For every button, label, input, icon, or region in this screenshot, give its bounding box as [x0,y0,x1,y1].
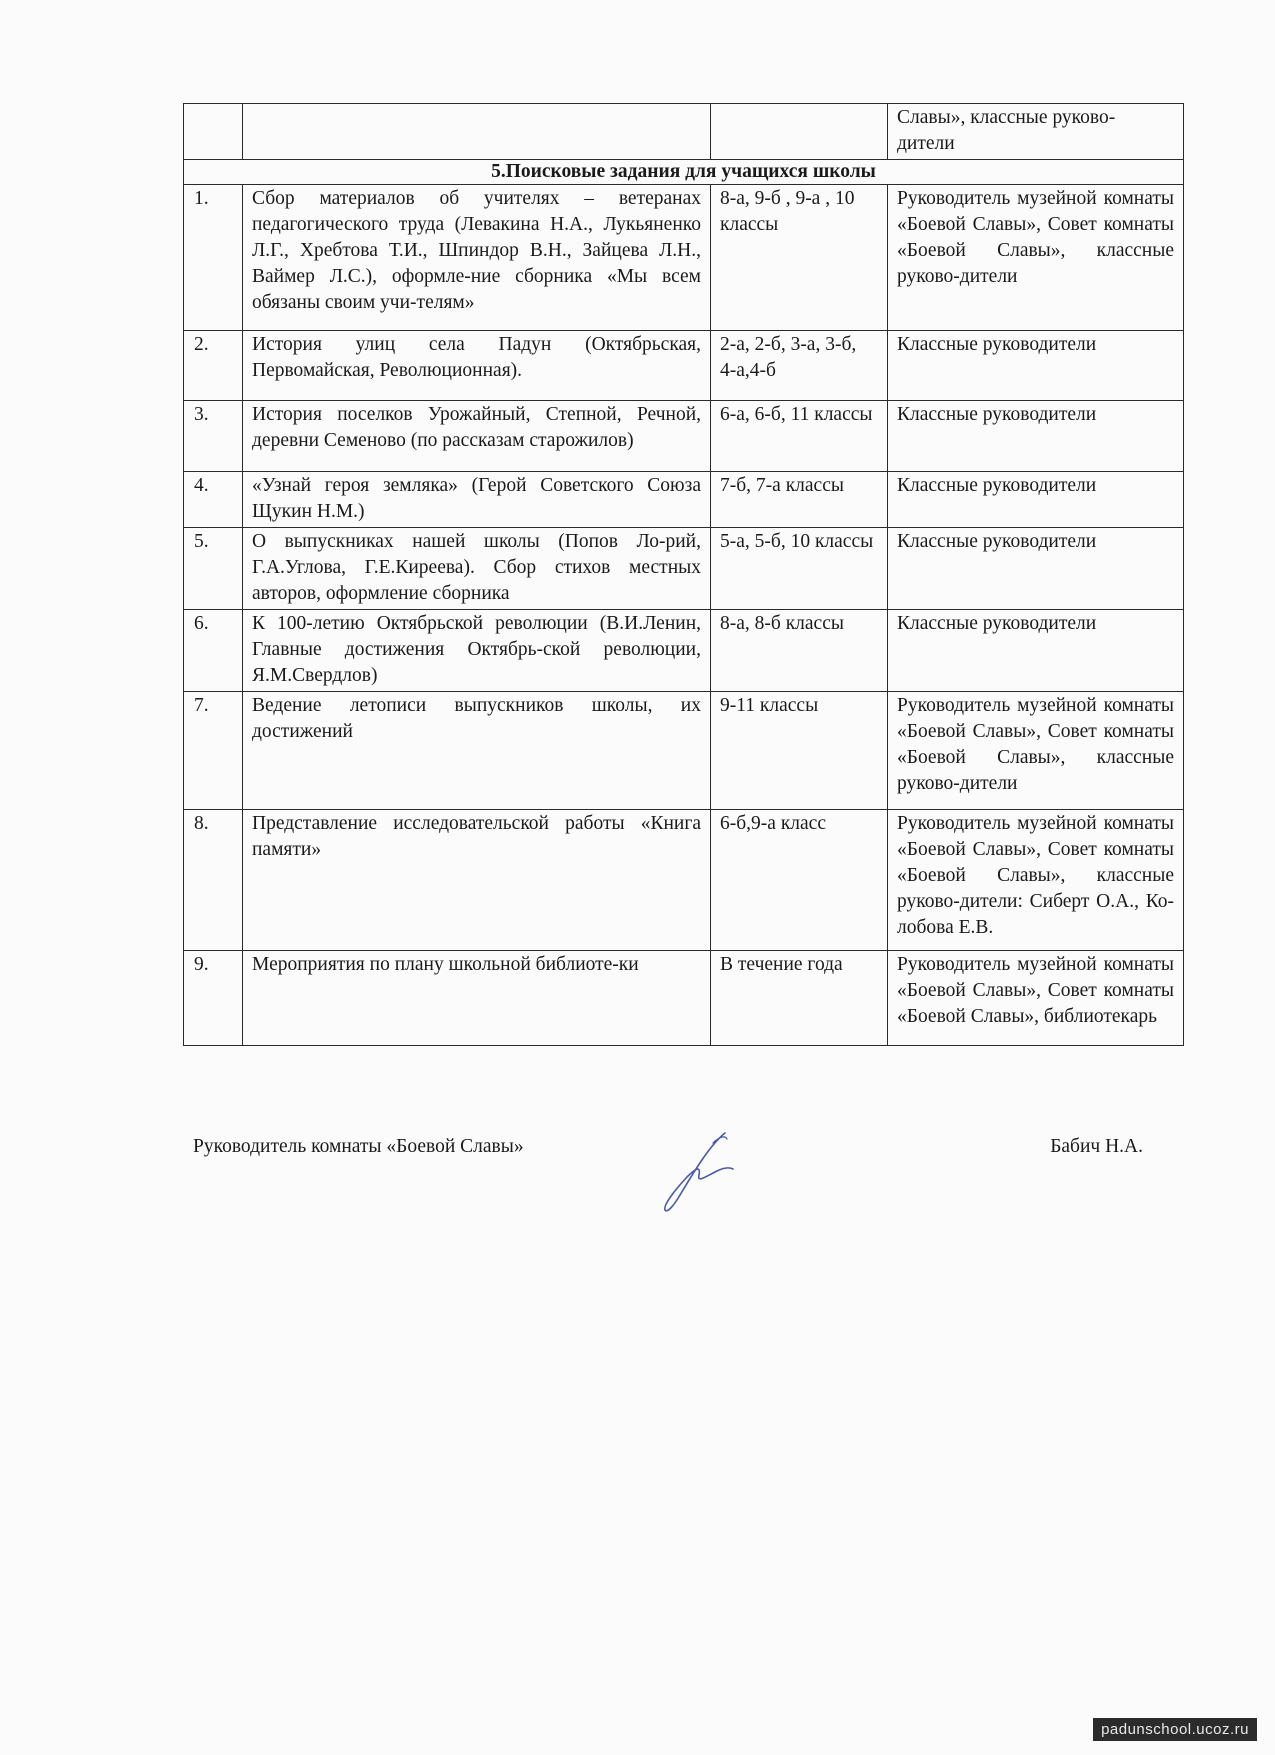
signer-role: Руководитель комнаты «Боевой Славы» [193,1136,524,1157]
row-content: О выпускниках нашей школы (Попов Ло-рий, Г.А.Углова, Г.Е.Киреева). Сбор стихов местных авторов, оформление сборника [243,528,711,610]
row-participants [711,104,888,160]
section-title: 5.Поисковые задания для учащихся школы [184,160,1184,185]
table-row [184,610,1184,692]
row-responsible: Руководитель музейной комнаты «Боевой Славы», Совет комнаты «Боевой Славы», классные руково-дители: Сиберт О.А., Ко-лобова Е.В. [888,810,1184,951]
row-number: 4. [184,472,243,528]
row-participants: 7-б, 7-а классы [711,472,888,528]
row-number: 1. [184,185,243,331]
row-participants: 8-а, 8-б классы [711,610,888,692]
row-number: 7. [184,692,243,810]
row-responsible: Руководитель музейной комнаты «Боевой Славы», Совет комнаты «Боевой Славы», библиотекарь [888,951,1184,1046]
row-participants: 5-а, 5-б, 10 классы [711,528,888,610]
table-row [184,331,1184,401]
row-participants: 6-б,9-а класс [711,810,888,951]
table-row [184,810,1184,951]
row-number: 2. [184,331,243,401]
row-responsible: Классные руководители [888,528,1184,610]
row-content: К 100-летию Октябрьской революции (В.И.Ленин, Главные достижения Октябрь-ской революции, Я.М.Свердлов) [243,610,711,692]
row-content [243,104,711,160]
row-number: 9. [184,951,243,1046]
row-participants: 9-11 классы [711,692,888,810]
row-content: Ведение летописи выпускников школы, их достижений [243,692,711,810]
table-row [184,472,1184,528]
row-number: 8. [184,810,243,951]
row-responsible: Классные руководители [888,331,1184,401]
signature-icon [655,1125,755,1220]
table-row-continued [184,104,1184,160]
table-row [184,185,1184,331]
row-participants: 2-а, 2-б, 3-а, 3-б, 4-а,4-б [711,331,888,401]
row-number: 5. [184,528,243,610]
row-number: 6. [184,610,243,692]
row-number [184,104,243,160]
row-responsible: Классные руководители [888,610,1184,692]
table-row [184,528,1184,610]
row-participants: 8-а, 9-б , 9-а , 10 классы [711,185,888,331]
table-row [184,951,1184,1046]
row-participants: В течение года [711,951,888,1046]
row-content: Представление исследовательской работы «Книга памяти» [243,810,711,951]
row-number: 3. [184,401,243,472]
table-row [184,692,1184,810]
section-header-row [184,160,1184,185]
row-content: История поселков Урожайный, Степной, Речной, деревни Семеново (по рассказам старожилов) [243,401,711,472]
row-content: Мероприятия по плану школьной библиоте-ки [243,951,711,1046]
row-content: «Узнай героя земляка» (Герой Советского Союза Щукин Н.М.) [243,472,711,528]
plan-table [183,103,1184,1046]
row-content: Сбор материалов об учителях – ветеранах педагогического труда (Левакина Н.А., Лукьяненко Л.Г., Хребтова Т.И., Шпиндор В.Н., Зайцева Л.Н., Ваймер Л.С.), оформле-ние сборника «Мы всем обязаны своим учи-телям» [243,185,711,331]
row-responsible: Классные руководители [888,472,1184,528]
watermark: padunschool.ucoz.ru [1093,1718,1257,1741]
signer-name: Бабич Н.А. [1050,1136,1143,1157]
row-responsible: Классные руководители [888,401,1184,472]
table-body [184,185,1184,1046]
row-responsible: Руководитель музейной комнаты «Боевой Славы», Совет комнаты «Боевой Славы», классные руково-дители [888,692,1184,810]
row-content: История улиц села Падун (Октябрьская, Первомайская, Революционная). [243,331,711,401]
table-row [184,401,1184,472]
row-participants: 6-а, 6-б, 11 классы [711,401,888,472]
row-responsible: Руководитель музейной комнаты «Боевой Славы», Совет комнаты «Боевой Славы», классные руково-дители [888,185,1184,331]
row-responsible: Славы», классные руково- дители [888,104,1184,160]
